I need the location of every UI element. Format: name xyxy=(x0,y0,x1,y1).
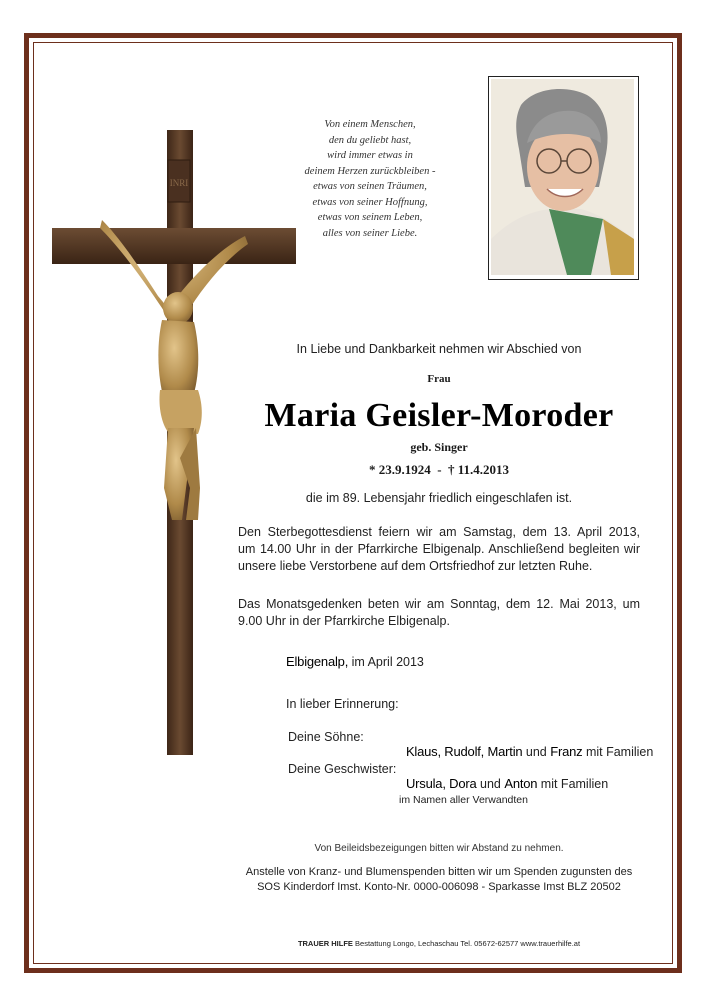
funeral-paragraph xyxy=(238,524,640,575)
mourners-heading: In lieber Erinnerung: xyxy=(286,697,399,711)
poem-line: wird immer etwas in xyxy=(327,150,413,161)
maiden-name: geb. Singer xyxy=(410,440,468,454)
siblings-and: und xyxy=(476,777,505,791)
deceased-name: Maria Geisler-Moroder xyxy=(264,397,614,434)
funeral-line: um 14.00 Uhr in der Pfarrkirche Elbigenalp. Anschließend begleiten wir xyxy=(238,542,640,556)
memorial-line: 9.00 Uhr in der Pfarrkirche Elbigenalp. xyxy=(238,614,450,628)
poem-line: etwas von seiner Hoffnung, xyxy=(312,196,428,208)
place-date xyxy=(286,654,424,669)
imprint-text: Bestattung Longo, Lechaschau Tel. 05672-62577 www.trauerhilfe.at xyxy=(352,939,581,948)
siblings-names-1: Ursula, Dora xyxy=(405,776,477,791)
imprint-brand: TRAUER HILFE xyxy=(297,939,353,948)
intro-text: In Liebe und Dankbarkeit nehmen wir Abschied von xyxy=(296,342,582,356)
poem-line: deinem Herzen zurückbleiben - xyxy=(304,165,436,177)
portrait-photo xyxy=(488,76,639,280)
imprint xyxy=(238,939,640,948)
siblings-names xyxy=(399,762,608,791)
siblings-suffix: mit Familien xyxy=(537,777,609,791)
relatives-text: im Namen aller Verwandten xyxy=(399,794,528,806)
siblings-label: Deine Geschwister: xyxy=(288,762,397,776)
sons-names-2: Franz xyxy=(550,744,583,759)
inri-plaque: INRI xyxy=(169,178,189,188)
donation-line: Anstelle von Kranz- und Blumenspenden bitten wir um Spenden zugunsten des xyxy=(245,866,633,878)
portrait-image xyxy=(491,79,634,275)
salutation: Frau xyxy=(427,373,451,385)
poem-line: Von einem Menschen, xyxy=(324,119,416,130)
poem-line: den du geliebt hast, xyxy=(328,134,412,146)
sons-names xyxy=(399,730,653,759)
memorial-line: Das Monatsgedenken beten wir am Sonntag, dem 12. Mai 2013, um xyxy=(238,597,640,611)
sons-names-1: Klaus, Rudolf, Martin xyxy=(405,744,523,759)
funeral-line: unsere liebe Verstorbene auf dem Ortsfriedhof zur letzten Ruhe. xyxy=(238,559,593,573)
life-dates: * 23.9.1924 - † 11.4.2013 xyxy=(368,462,510,477)
condolence-text: Von Beileidsbezeigungen bitten wir Abstand zu nehmen. xyxy=(314,843,564,854)
passing-text: die im 89. Lebensjahr friedlich eingeschlafen ist. xyxy=(305,491,573,505)
poem xyxy=(290,117,450,241)
date-text: im April 2013 xyxy=(348,655,424,669)
poem-line: alles von seiner Liebe. xyxy=(322,227,418,239)
poem-line: etwas von seinem Leben, xyxy=(317,212,423,223)
donation-line: SOS Kinderdorf Imst. Konto-Nr. 0000-006098 - Sparkasse Imst BLZ 20502 xyxy=(257,881,621,893)
place: Elbigenalp, xyxy=(286,654,349,669)
memorial-paragraph xyxy=(238,596,640,630)
poem-line: etwas von seinen Träumen, xyxy=(313,181,427,192)
siblings-names-2: Anton xyxy=(504,776,538,791)
funeral-line: Den Sterbegottesdienst feiern wir am Samstag, dem 13. April 2013, xyxy=(238,525,640,539)
sons-suffix: mit Familien xyxy=(582,745,654,759)
sons-and: und xyxy=(522,745,551,759)
sons-label: Deine Söhne: xyxy=(288,730,364,744)
